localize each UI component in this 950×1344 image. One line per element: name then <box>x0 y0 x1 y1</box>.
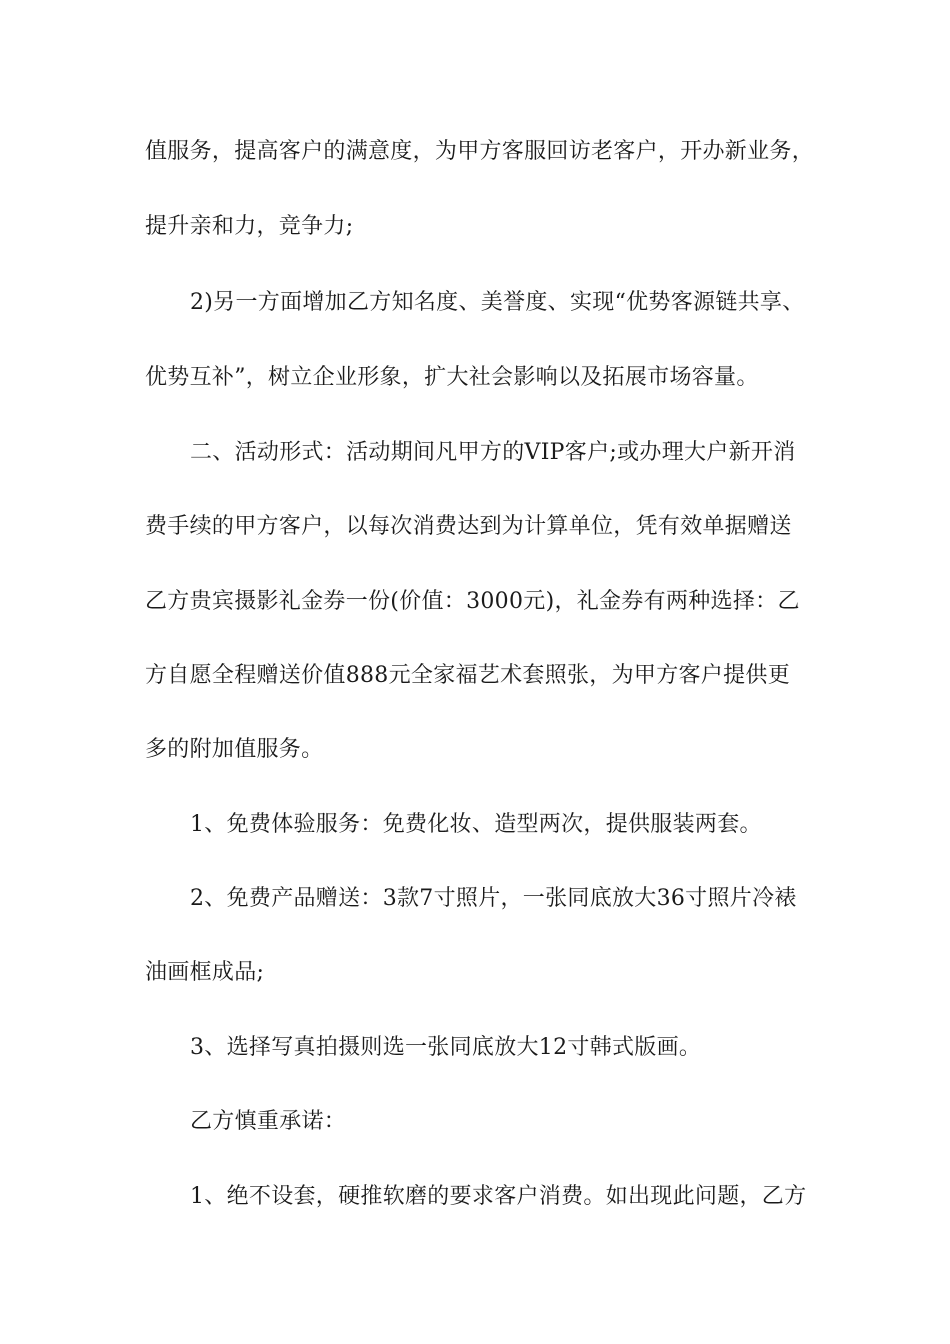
list-item-line: 1、绝不设套，硬推软磨的要求客户消费。如出现此问题，乙方 <box>190 1184 807 1209</box>
list-item-line: 2、免费产品赠送：3款7寸照片，一张同底放大36寸照片冷裱 <box>190 886 797 911</box>
paragraph-line: 2)另一方面增加乙方知名度、美誉度、实现“优势客源链共享、 <box>190 290 805 315</box>
section-heading-line: 二、活动形式：活动期间凡甲方的VIP客户;或办理大户新开消 <box>190 440 796 465</box>
subheading-line: 乙方慎重承诺： <box>190 1109 347 1134</box>
text-line: 方自愿全程赠送价值888元全家福艺术套照张，为甲方客户提供更 <box>145 663 790 688</box>
text-line: 多的附加值服务。 <box>145 737 324 762</box>
list-item-line: 3、选择写真拍摄则选一张同底放大12寸韩式版画。 <box>190 1035 702 1060</box>
text-line: 油画框成品; <box>145 960 265 985</box>
text-line: 乙方贵宾摄影礼金券一份(价值：3000元)，礼金券有两种选择：乙 <box>145 589 800 614</box>
text-line: 值服务，提高客户的满意度，为甲方客服回访老客户，开办新业务， <box>145 139 815 164</box>
text-line: 提升亲和力，竞争力; <box>145 214 354 239</box>
text-line: 费手续的甲方客户，以每次消费达到为计算单位，凭有效单据赠送 <box>145 514 792 539</box>
text-line: 优势互补”，树立企业形象，扩大社会影响以及拓展市场容量。 <box>145 365 759 390</box>
list-item-line: 1、免费体验服务：免费化妆、造型两次，提供服装两套。 <box>190 812 762 837</box>
